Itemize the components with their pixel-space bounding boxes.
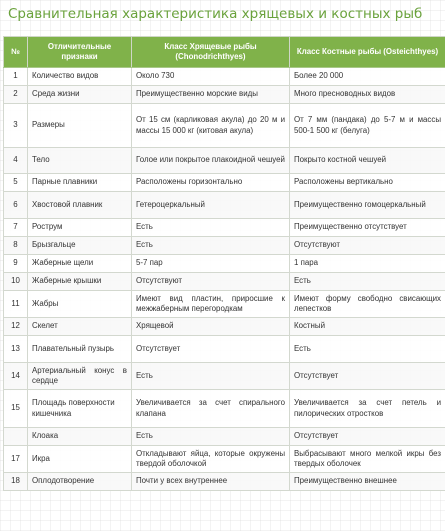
- row-num: 3: [4, 104, 28, 148]
- header-feature: Отличительные признаки: [28, 37, 132, 68]
- row-num: 8: [4, 237, 28, 255]
- table-row: [4, 255, 445, 273]
- row-cartilaginous: Хрящевой: [132, 318, 290, 336]
- table-row: [4, 148, 445, 174]
- row-num: 17: [4, 446, 28, 473]
- row-num: [4, 428, 28, 446]
- row-num: 18: [4, 473, 28, 491]
- row-cartilaginous: 5-7 пар: [132, 255, 290, 273]
- table-row: [4, 363, 445, 390]
- row-feature: Жабры: [28, 291, 132, 318]
- row-feature: Икра: [28, 446, 132, 473]
- row-num: 12: [4, 318, 28, 336]
- row-cartilaginous: Гетероцеркальный: [132, 192, 290, 219]
- table-header-row: [4, 37, 445, 68]
- row-bony: Костный: [290, 318, 445, 336]
- row-feature: Парные плавники: [28, 174, 132, 192]
- row-bony: Более 20 000: [290, 68, 445, 86]
- row-feature: Жаберные крышки: [28, 273, 132, 291]
- row-bony: Преимущественно гомоцеркальный: [290, 192, 445, 219]
- row-feature: Оплодотворение: [28, 473, 132, 491]
- row-num: 7: [4, 219, 28, 237]
- row-cartilaginous: Отсутствует: [132, 336, 290, 363]
- table-row: [4, 336, 445, 363]
- row-cartilaginous: Преимущественно морские виды: [132, 86, 290, 104]
- row-num: 15: [4, 390, 28, 428]
- table-row: [4, 68, 445, 86]
- row-num: 5: [4, 174, 28, 192]
- row-bony: Преимущественно отсутствует: [290, 219, 445, 237]
- row-cartilaginous: Имеют вид пластин, приросшие к межжаберным перегородкам: [132, 291, 290, 318]
- row-cartilaginous: От 15 см (карликовая акула) до 20 м и массы 15 000 кг (китовая акула): [132, 104, 290, 148]
- row-cartilaginous: Около 730: [132, 68, 290, 86]
- header-bony: Класс Костные рыбы (Osteichthyes): [290, 37, 445, 68]
- table-row: [4, 192, 445, 219]
- row-feature: Жаберные щели: [28, 255, 132, 273]
- row-bony: Есть: [290, 336, 445, 363]
- row-num: 9: [4, 255, 28, 273]
- row-bony: Увеличивается за счет петель и пилорических отростков: [290, 390, 445, 428]
- row-feature: Клоака: [28, 428, 132, 446]
- row-feature: Скелет: [28, 318, 132, 336]
- table-row: [4, 291, 445, 318]
- row-num: 2: [4, 86, 28, 104]
- row-feature: Хвостовой плавник: [28, 192, 132, 219]
- comparison-table: [3, 36, 445, 491]
- table-row: [4, 219, 445, 237]
- row-cartilaginous: Есть: [132, 219, 290, 237]
- row-feature: Тело: [28, 148, 132, 174]
- table-row: [4, 428, 445, 446]
- row-bony: Расположены вертикально: [290, 174, 445, 192]
- row-bony: Отсутствуют: [290, 237, 445, 255]
- row-cartilaginous: Почти у всех внутреннее: [132, 473, 290, 491]
- row-feature: Площадь поверхности кишечника: [28, 390, 132, 428]
- page-title: Сравнительная характеристика хрящевых и костных рыб: [8, 6, 423, 22]
- row-feature: Размеры: [28, 104, 132, 148]
- header-num: №: [4, 37, 28, 68]
- row-bony: От 7 мм (пандака) до 5-7 м и массы 500-1 500 кг (белуга): [290, 104, 445, 148]
- row-feature: Плавательный пузырь: [28, 336, 132, 363]
- row-bony: Есть: [290, 273, 445, 291]
- row-cartilaginous: Есть: [132, 237, 290, 255]
- table-row: [4, 473, 445, 491]
- row-num: 11: [4, 291, 28, 318]
- row-num: 1: [4, 68, 28, 86]
- header-cartilaginous: Класс Хрящевые рыбы (Chonodrichthyes): [132, 37, 290, 68]
- row-bony: Выбрасывают много мелкой икры без твердых оболочек: [290, 446, 445, 473]
- row-feature: Количество видов: [28, 68, 132, 86]
- row-feature: Среда жизни: [28, 86, 132, 104]
- row-num: 13: [4, 336, 28, 363]
- row-cartilaginous: Расположены горизонтально: [132, 174, 290, 192]
- table-row: [4, 86, 445, 104]
- row-num: 10: [4, 273, 28, 291]
- table-row: [4, 446, 445, 473]
- table-row: [4, 318, 445, 336]
- row-bony: Отсутствует: [290, 363, 445, 390]
- table-row: [4, 390, 445, 428]
- table-row: [4, 273, 445, 291]
- row-cartilaginous: Увеличивается за счет спирального клапана: [132, 390, 290, 428]
- row-bony: 1 пара: [290, 255, 445, 273]
- row-cartilaginous: Голое или покрытое плакоидной чешуей: [132, 148, 290, 174]
- row-num: 4: [4, 148, 28, 174]
- table-row: [4, 104, 445, 148]
- row-bony: Много пресноводных видов: [290, 86, 445, 104]
- row-num: 14: [4, 363, 28, 390]
- row-feature: Брызгальце: [28, 237, 132, 255]
- row-cartilaginous: Есть: [132, 363, 290, 390]
- row-bony: Отсутствует: [290, 428, 445, 446]
- table-row: [4, 174, 445, 192]
- row-feature: Рострум: [28, 219, 132, 237]
- row-bony: Преимущественно внешнее: [290, 473, 445, 491]
- table-row: [4, 237, 445, 255]
- row-num: 6: [4, 192, 28, 219]
- row-cartilaginous: Откладывают яйца, которые окружены твердой оболочкой: [132, 446, 290, 473]
- row-bony: Имеют форму свободно свисающих лепестков: [290, 291, 445, 318]
- row-cartilaginous: Отсутствуют: [132, 273, 290, 291]
- row-feature: Артериальный конус в сердце: [28, 363, 132, 390]
- row-cartilaginous: Есть: [132, 428, 290, 446]
- row-bony: Покрыто костной чешуей: [290, 148, 445, 174]
